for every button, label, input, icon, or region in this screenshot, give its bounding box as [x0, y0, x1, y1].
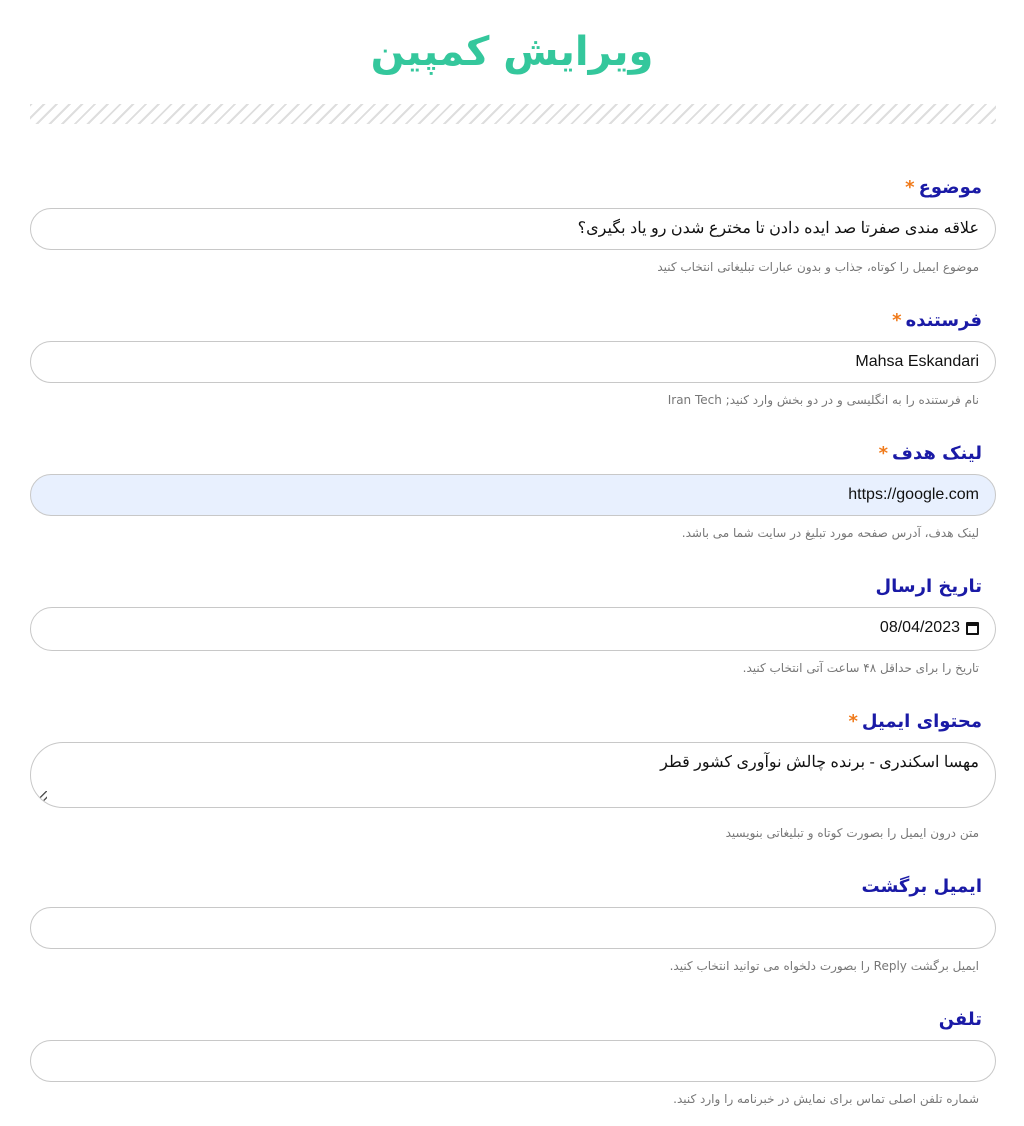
striped-divider — [30, 104, 996, 124]
sender-help-text: نام فرستنده را به انگلیسی و در دو بخش وارد کنید; Iran Tech — [667, 393, 979, 407]
send-date-value: 08/04/2023 — [879, 619, 960, 636]
phone-input[interactable] — [30, 1040, 996, 1082]
required-mark: * — [848, 711, 858, 732]
email-content-value: مهسا اسکندری - برنده چالش نوآوری کشور قطر — [660, 754, 979, 771]
subject-label-text: موضوع — [918, 177, 982, 198]
field-sender — [30, 307, 996, 417]
reply-email-label: ایمیل برگشت — [861, 876, 982, 897]
target-link-input[interactable]: https://google.com — [30, 474, 996, 516]
email-content-help-text: متن درون ایمیل را بصورت کوتاه و تبلیغاتی بنویسید — [725, 826, 979, 840]
field-email-content — [30, 708, 996, 848]
phone-help-text: شماره تلفن اصلی تماس برای نمایش در خبرنامه را وارد کنید. — [673, 1092, 979, 1106]
sender-label — [892, 307, 982, 335]
email-content-textarea[interactable] — [30, 742, 996, 808]
target-link-label-text: لینک هدف — [892, 443, 982, 464]
required-mark: * — [892, 310, 902, 331]
send-date-label: تاریخ ارسال — [875, 576, 982, 597]
required-mark: * — [878, 443, 889, 464]
subject-input[interactable]: علاقه مندی صفرتا صد ایده دادن تا مخترع شدن رو یاد بگیری؟ — [30, 208, 996, 250]
send-date-input[interactable] — [30, 607, 996, 651]
field-send-date — [30, 573, 996, 685]
subject-label — [905, 174, 982, 202]
reply-email-input[interactable] — [30, 907, 996, 949]
send-date-help-text: تاریخ را برای حداقل ۴۸ ساعت آتی انتخاب کنید. — [742, 661, 979, 675]
reply-email-help-text: ایمیل برگشت Reply را بصورت دلخواه می توانید انتخاب کنید. — [669, 959, 979, 973]
calendar-icon[interactable] — [966, 622, 979, 635]
email-content-label-text: محتوای ایمیل — [861, 711, 982, 732]
required-mark: * — [905, 177, 915, 198]
send-date-control — [47, 608, 979, 648]
phone-label: تلفن — [938, 1009, 982, 1030]
field-reply-email — [30, 873, 996, 983]
email-content-label — [848, 708, 982, 736]
field-phone — [30, 1006, 996, 1116]
sender-label-text: فرستنده — [905, 310, 982, 331]
page-title: ویرایش کمپین — [370, 29, 654, 75]
sender-input[interactable]: Mahsa Eskandari — [30, 341, 996, 383]
subject-help-text: موضوع ایمیل را کوتاه، جذاب و بدون عبارات تبلیغاتی انتخاب کنید — [657, 260, 979, 274]
target-link-label — [879, 440, 982, 468]
field-subject — [30, 174, 996, 284]
field-target-link — [30, 440, 996, 550]
target-link-help-text: لینک هدف، آدرس صفحه مورد تبلیغ در سایت شما می باشد. — [681, 526, 979, 540]
resize-handle-icon[interactable] — [33, 791, 47, 805]
